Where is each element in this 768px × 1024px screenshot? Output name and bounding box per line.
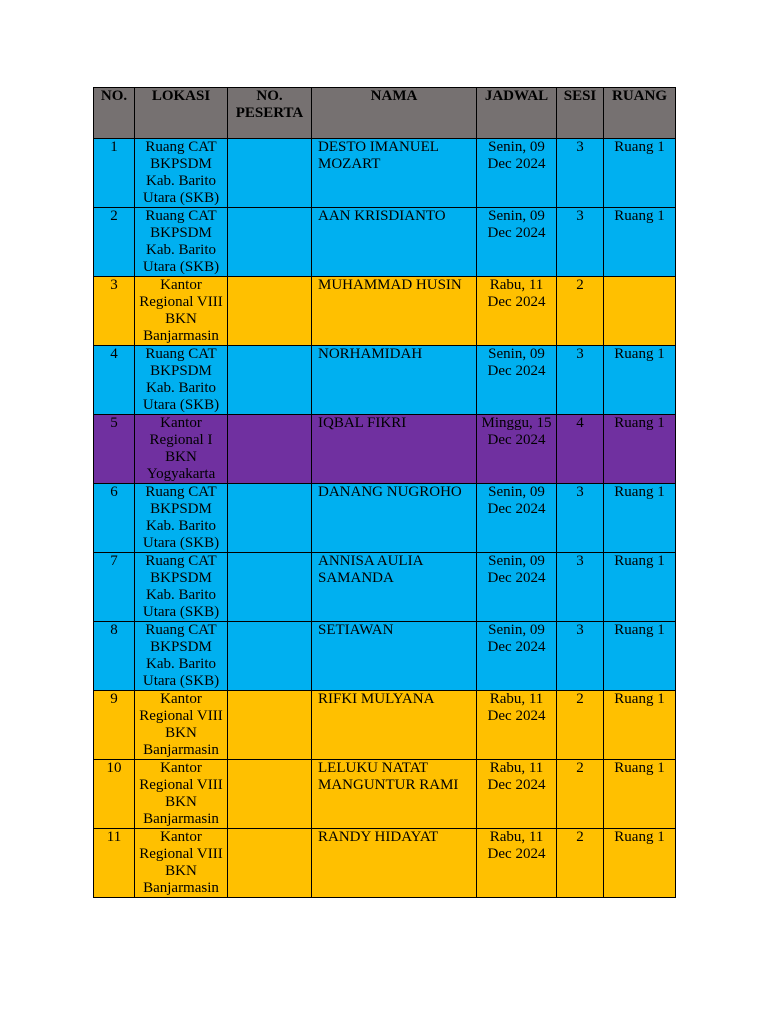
cell-jadwal: Senin, 09 Dec 2024 (477, 346, 557, 415)
cell-no: 10 (94, 760, 135, 829)
cell-lokasi: Kantor Regional I BKN Yogyakarta (135, 415, 228, 484)
cell-sesi: 3 (557, 622, 604, 691)
cell-no: 2 (94, 208, 135, 277)
cell-nama: LELUKU NATAT MANGUNTUR RAMI (312, 760, 477, 829)
cell-ruang: Ruang 1 (604, 691, 676, 760)
cell-no-peserta (228, 691, 312, 760)
table-body (94, 139, 676, 898)
cell-nama: AAN KRISDIANTO (312, 208, 477, 277)
table-row (94, 622, 676, 691)
table-row (94, 415, 676, 484)
cell-sesi: 2 (557, 277, 604, 346)
cell-jadwal: Rabu, 11 Dec 2024 (477, 277, 557, 346)
cell-nama: DANANG NUGROHO (312, 484, 477, 553)
cell-nama: SETIAWAN (312, 622, 477, 691)
cell-ruang: Ruang 1 (604, 553, 676, 622)
header-no-peserta: NO. PESERTA (228, 88, 312, 139)
cell-jadwal: Rabu, 11 Dec 2024 (477, 829, 557, 898)
cell-no: 7 (94, 553, 135, 622)
cell-no-peserta (228, 622, 312, 691)
cell-no: 3 (94, 277, 135, 346)
cell-nama: DESTO IMANUEL MOZART (312, 139, 477, 208)
cell-jadwal: Senin, 09 Dec 2024 (477, 139, 557, 208)
cell-no-peserta (228, 415, 312, 484)
cell-jadwal: Rabu, 11 Dec 2024 (477, 691, 557, 760)
table-row (94, 553, 676, 622)
cell-ruang: Ruang 1 (604, 484, 676, 553)
cell-sesi: 2 (557, 760, 604, 829)
cell-lokasi: Ruang CAT BKPSDM Kab. Barito Utara (SKB) (135, 346, 228, 415)
table-row (94, 829, 676, 898)
header-jadwal: JADWAL (477, 88, 557, 139)
cell-ruang: Ruang 1 (604, 415, 676, 484)
cell-ruang: Ruang 1 (604, 208, 676, 277)
cell-no-peserta (228, 484, 312, 553)
cell-sesi: 3 (557, 346, 604, 415)
cell-ruang: Ruang 1 (604, 346, 676, 415)
cell-lokasi: Kantor Regional VIII BKN Banjarmasin (135, 277, 228, 346)
cell-sesi: 3 (557, 139, 604, 208)
cell-sesi: 3 (557, 553, 604, 622)
cell-no-peserta (228, 553, 312, 622)
cell-no: 4 (94, 346, 135, 415)
cell-no: 1 (94, 139, 135, 208)
cell-sesi: 4 (557, 415, 604, 484)
cell-sesi: 2 (557, 691, 604, 760)
cell-jadwal: Senin, 09 Dec 2024 (477, 553, 557, 622)
cell-no-peserta (228, 829, 312, 898)
cell-nama: RIFKI MULYANA (312, 691, 477, 760)
table-row (94, 139, 676, 208)
cell-no-peserta (228, 346, 312, 415)
cell-lokasi: Kantor Regional VIII BKN Banjarmasin (135, 829, 228, 898)
cell-jadwal: Rabu, 11 Dec 2024 (477, 760, 557, 829)
cell-sesi: 3 (557, 484, 604, 553)
cell-no: 8 (94, 622, 135, 691)
schedule-table (93, 87, 676, 898)
cell-nama: ANNISA AULIA SAMANDA (312, 553, 477, 622)
table-row (94, 208, 676, 277)
cell-sesi: 3 (557, 208, 604, 277)
cell-nama: RANDY HIDAYAT (312, 829, 477, 898)
cell-ruang: Ruang 1 (604, 829, 676, 898)
cell-jadwal: Senin, 09 Dec 2024 (477, 484, 557, 553)
header-sesi: SESI (557, 88, 604, 139)
cell-no: 6 (94, 484, 135, 553)
cell-no-peserta (228, 277, 312, 346)
header-lokasi: LOKASI (135, 88, 228, 139)
cell-no-peserta (228, 208, 312, 277)
cell-lokasi: Ruang CAT BKPSDM Kab. Barito Utara (SKB) (135, 484, 228, 553)
cell-ruang: Ruang 1 (604, 622, 676, 691)
table-row (94, 691, 676, 760)
cell-nama: IQBAL FIKRI (312, 415, 477, 484)
cell-lokasi: Ruang CAT BKPSDM Kab. Barito Utara (SKB) (135, 553, 228, 622)
cell-jadwal: Senin, 09 Dec 2024 (477, 622, 557, 691)
header-no: NO. (94, 88, 135, 139)
cell-no-peserta (228, 760, 312, 829)
header-nama: NAMA (312, 88, 477, 139)
cell-nama: NORHAMIDAH (312, 346, 477, 415)
cell-ruang (604, 277, 676, 346)
table-row (94, 760, 676, 829)
cell-no-peserta (228, 139, 312, 208)
cell-lokasi: Ruang CAT BKPSDM Kab. Barito Utara (SKB) (135, 208, 228, 277)
cell-lokasi: Kantor Regional VIII BKN Banjarmasin (135, 691, 228, 760)
table-row (94, 277, 676, 346)
cell-lokasi: Ruang CAT BKPSDM Kab. Barito Utara (SKB) (135, 622, 228, 691)
header-row (94, 88, 676, 139)
table-row (94, 484, 676, 553)
table-row (94, 346, 676, 415)
cell-ruang: Ruang 1 (604, 139, 676, 208)
cell-no: 9 (94, 691, 135, 760)
header-ruang: RUANG (604, 88, 676, 139)
cell-ruang: Ruang 1 (604, 760, 676, 829)
cell-no: 11 (94, 829, 135, 898)
cell-jadwal: Minggu, 15 Dec 2024 (477, 415, 557, 484)
cell-sesi: 2 (557, 829, 604, 898)
cell-nama: MUHAMMAD HUSIN (312, 277, 477, 346)
cell-lokasi: Ruang CAT BKPSDM Kab. Barito Utara (SKB) (135, 139, 228, 208)
cell-no: 5 (94, 415, 135, 484)
cell-lokasi: Kantor Regional VIII BKN Banjarmasin (135, 760, 228, 829)
cell-jadwal: Senin, 09 Dec 2024 (477, 208, 557, 277)
